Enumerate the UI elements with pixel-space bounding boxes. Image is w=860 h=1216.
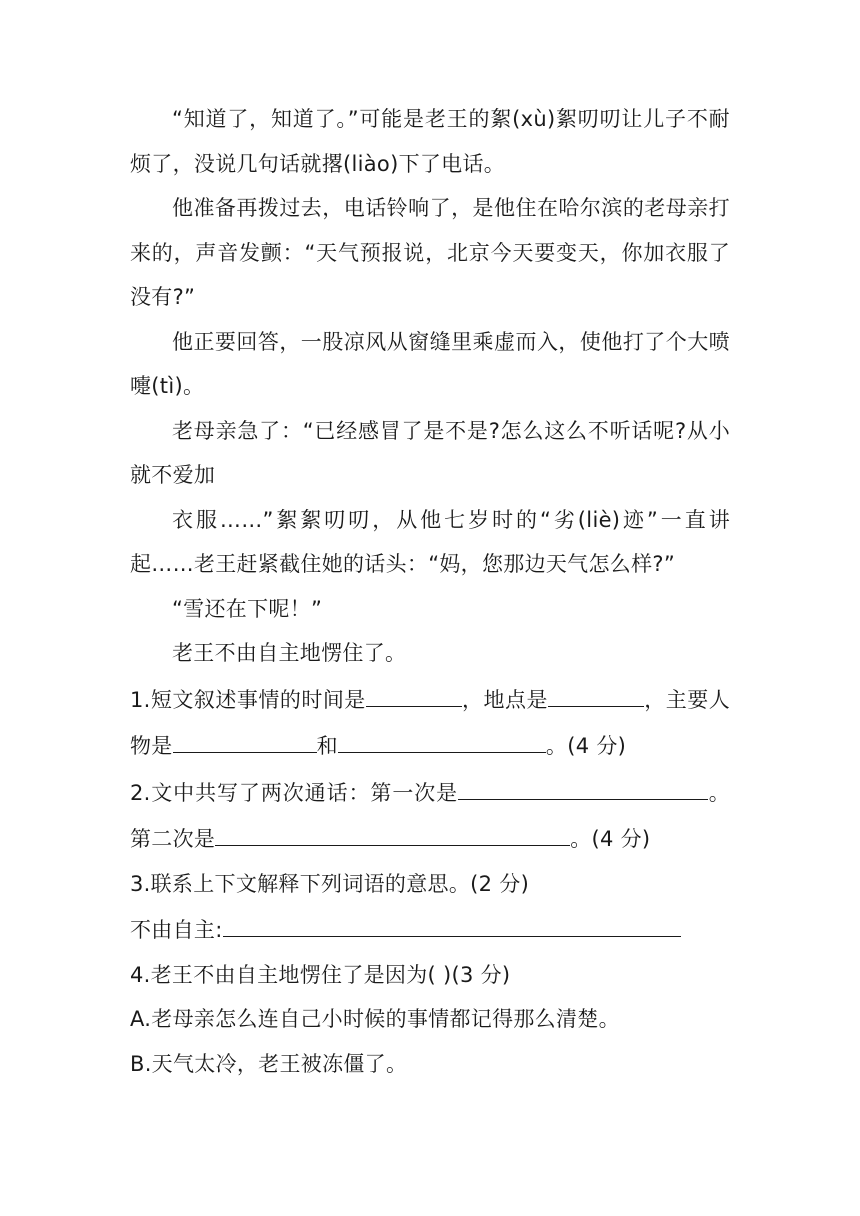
answer-blank-person-1[interactable] xyxy=(173,722,317,753)
question-1-text-a: 1.短文叙述事情的时间是 xyxy=(130,687,366,712)
answer-blank-second-call[interactable] xyxy=(215,815,570,846)
question-1 xyxy=(130,676,730,769)
passage-paragraph-4: 老母亲急了：“已经感冒了是不是?怎么这么不听话呢?从小就不爱加 xyxy=(130,418,730,487)
answer-blank-place[interactable] xyxy=(548,676,644,707)
passage-paragraph-1: “知道了，知道了。”可能是老王的絮(xù)絮叨叨让儿子不耐烦了，没说几句话就撂(liào)下了电话。 xyxy=(130,107,730,176)
passage-paragraph-6: “雪还在下呢！” xyxy=(172,596,323,621)
answer-blank-meaning[interactable] xyxy=(223,906,681,937)
question-2 xyxy=(130,769,730,862)
question-1-text-c: ，主要人物是 xyxy=(130,687,731,758)
answer-blank-person-2[interactable] xyxy=(338,722,546,753)
question-2-text-b: 。第二次是 xyxy=(130,780,730,851)
answer-blank-time[interactable] xyxy=(366,676,462,707)
question-4-option-b[interactable]: B.天气太冷，老王被冻僵了。 xyxy=(130,1051,408,1076)
passage-paragraph-3: 他正要回答，一股凉风从窗缝里乘虚而入，使他打了个大喷嚏(tì)。 xyxy=(130,329,730,398)
question-4: 4.老王不由自主地愣住了是因为( )(3 分) xyxy=(130,962,511,987)
question-2-text-c: 。(4 分) xyxy=(570,827,651,851)
question-1-text-b: ，地点是 xyxy=(461,687,549,712)
question-3-answer-line xyxy=(130,906,730,953)
passage-paragraph-7: 老王不由自主地愣住了。 xyxy=(172,641,407,665)
question-3-term: 不由自主: xyxy=(130,918,223,942)
worksheet-page xyxy=(130,97,730,1086)
question-3: 3.联系上下文解释下列词语的意思。(2 分) xyxy=(130,871,530,896)
question-1-text-e: 。(4 分) xyxy=(545,734,627,758)
question-4-option-a[interactable]: A.老母亲怎么连自己小时候的事情都记得那么清楚。 xyxy=(130,1007,620,1031)
passage-paragraph-5: 衣服……”絮絮叨叨，从他七岁时的“劣(liè)迹”一直讲起……老王赶紧截住她的话头：“妈，您那边天气怎么样?” xyxy=(130,507,730,576)
answer-blank-first-call[interactable] xyxy=(458,769,708,800)
passage-paragraph-2: 他准备再拨过去，电话铃响了，是他住在哈尔滨的老母亲打来的，声音发颤：“天气预报说，北京今天要变天，你加衣服了没有?” xyxy=(130,196,730,309)
question-1-text-d: 和 xyxy=(316,734,338,758)
question-2-text-a: 2.文中共写了两次通话：第一次是 xyxy=(130,780,459,805)
